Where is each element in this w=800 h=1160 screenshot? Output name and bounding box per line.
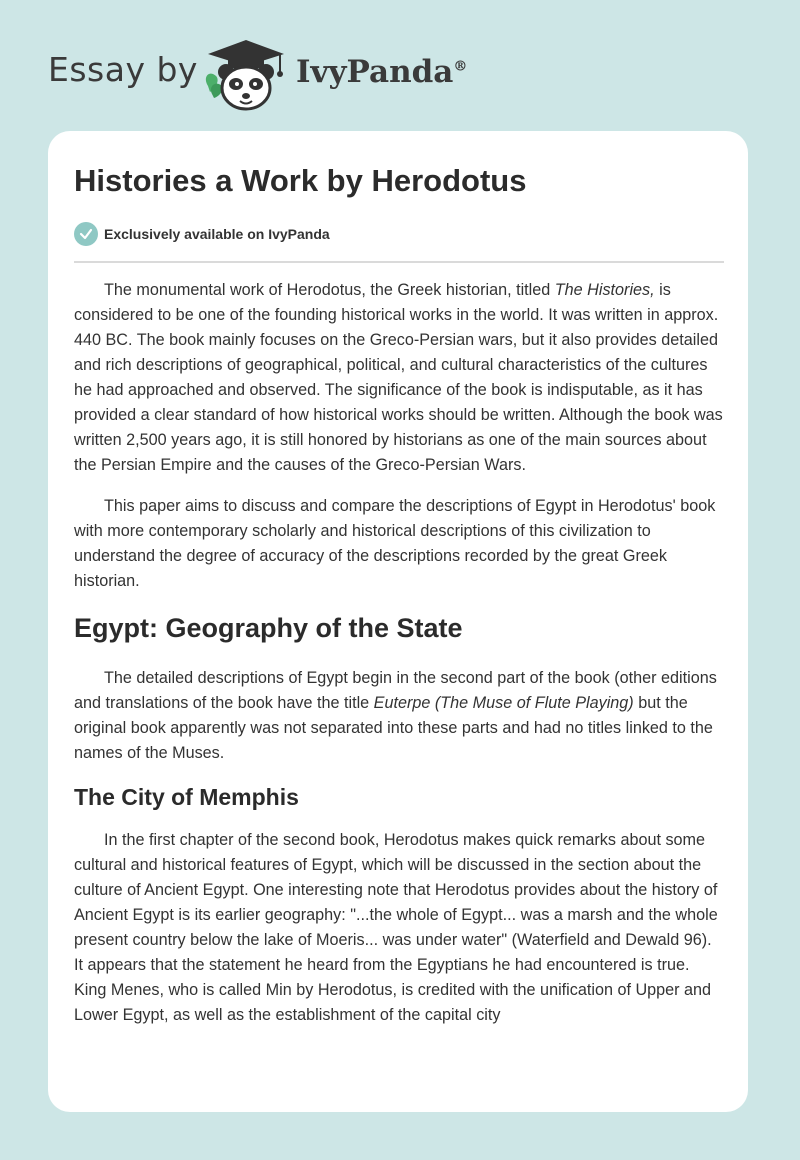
brand-name[interactable]: IvyPanda® (296, 54, 468, 90)
paragraph: The detailed descriptions of Egypt begin in the second part of the book (other editions and translations of the book have the title Euterpe (The Muse of Flute Playing) but the original book apparently was not separated into these parts and had no titles linked to the names of the Muses. (74, 669, 717, 762)
subsection-heading: The City of Memphis (74, 784, 299, 810)
exclusive-label: Exclusively available on IvyPanda (104, 226, 330, 242)
registered-mark: ® (453, 58, 468, 75)
essay-by-label: Essay by (48, 50, 198, 89)
page-title: Histories a Work by Herodotus (74, 163, 527, 198)
article-body (74, 278, 724, 1044)
article-card (48, 131, 748, 1112)
check-icon (74, 222, 98, 246)
panda-logo-icon[interactable] (200, 36, 292, 112)
paragraph: This paper aims to discuss and compare the descriptions of Egypt in Herodotus' book with more contemporary scholarly and historical descriptions of this civilization to understand the degree of accuracy of the descriptions recorded by the great Greek historian. (74, 497, 716, 590)
exclusive-badge (74, 221, 330, 247)
section-heading: Egypt: Geography of the State (74, 613, 463, 643)
divider (74, 261, 724, 263)
paragraph: The monumental work of Herodotus, the Greek historian, titled The Histories, is considered to be one of the founding historical works in the world. It was written in approx. 440 BC. The book mainly focuses on the Greco-Persian wars, but it also provides detailed and rich descriptions of geographical, political, and cultural characteristics of the cultures he had approached and observed. The significance of the book is indisputable, as it has provided a clear standard of how historical works should be written. Although the book was written 2,500 years ago, it is still honored by historians as one of the main sources about the Persian Empire and the causes of the Greco-Persian Wars. (74, 281, 723, 474)
paragraph: In the first chapter of the second book, Herodotus makes quick remarks about some cultural and historical features of Egypt, which will be discussed in the section about the culture of Ancient Egypt. One interesting note that Herodotus provides about the history of Ancient Egypt is its earlier geography: "...the whole of Egypt... was a marsh and the whole present country below the lake of Moeris... was under water" (Waterfield and Dewald 96). It appears that the statement he heard from the Egyptians he had encountered is true. King Menes, who is called Min by Herodotus, is credited with the unification of Upper and Lower Egypt, as well as the establishment of the capital city (74, 831, 718, 1024)
site-header (48, 36, 548, 116)
